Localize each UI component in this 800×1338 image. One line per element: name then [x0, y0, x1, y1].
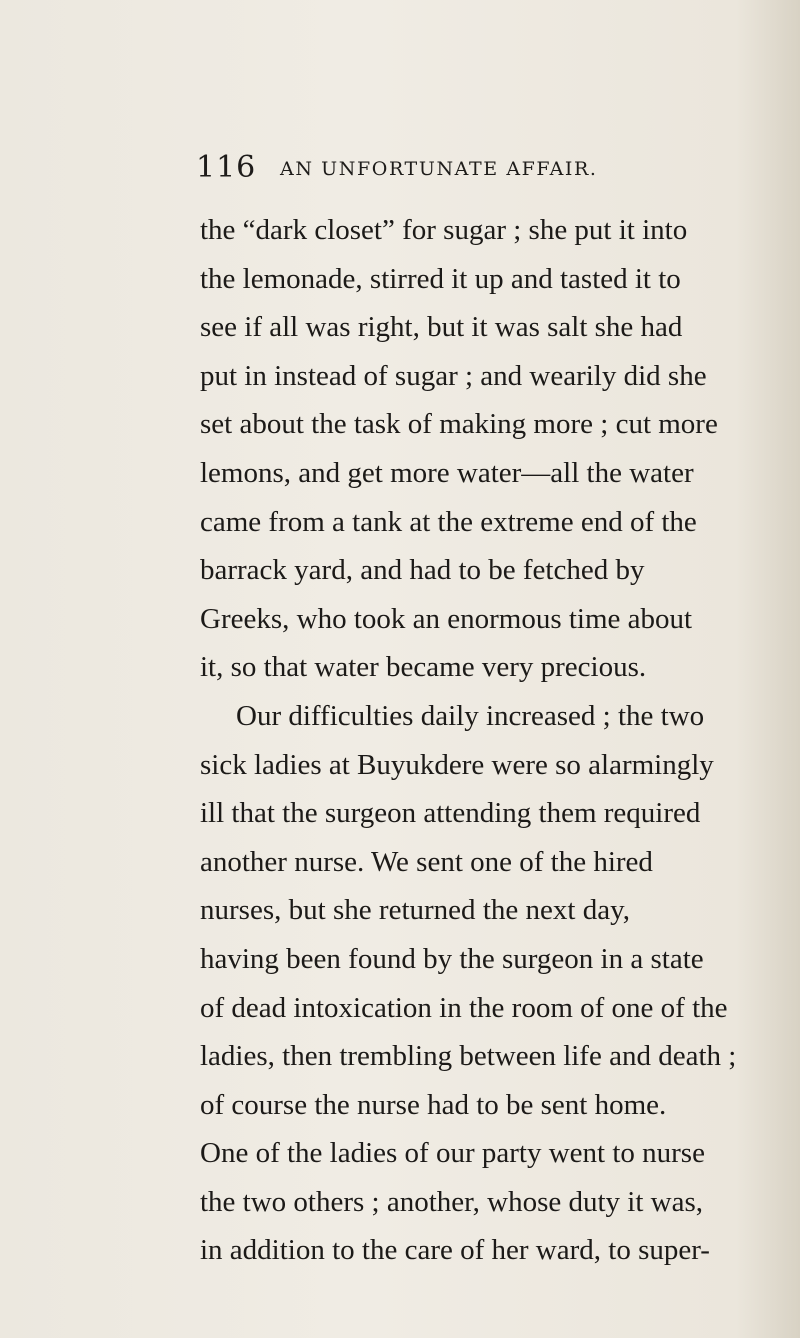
- text-line: put in instead of sugar ; and wearily did she: [200, 359, 707, 392]
- text-line: the “dark closet” for sugar ; she put it into: [200, 214, 688, 246]
- text-line: of course the nurse had to be sent home.: [200, 1088, 667, 1121]
- body-text: [200, 210, 737, 1279]
- text-line: Our difficulties daily increased ; the two: [236, 699, 705, 732]
- text-line: having been found by the surgeon in a state: [200, 942, 704, 975]
- text-line: the two others ; another, whose duty it was,: [200, 1185, 704, 1218]
- text-line: another nurse. We sent one of the hired: [200, 845, 653, 878]
- text-line: ladies, then trembling between life and death ;: [200, 1040, 737, 1073]
- text-line: Greeks, who took an enormous time about: [200, 602, 693, 635]
- page-header: [196, 148, 616, 188]
- text-line: ill that the surgeon attending them required: [200, 797, 701, 830]
- text-line: see if all was right, but it was salt she had: [200, 311, 683, 344]
- text-line: set about the task of making more ; cut more: [200, 408, 718, 441]
- text-line: sick ladies at Buyukdere were so alarmingly: [200, 748, 714, 781]
- text-line: it, so that water became very precious.: [200, 651, 647, 684]
- text-line: lemons, and get more water—all the water: [200, 456, 694, 489]
- text-line: the lemonade, stirred it up and tasted it to: [200, 262, 681, 295]
- text-line: of dead intoxication in the room of one of the: [200, 991, 728, 1024]
- text-line: came from a tank at the extreme end of the: [200, 505, 697, 538]
- text-line: One of the ladies of our party went to nurse: [200, 1137, 705, 1170]
- text-line: nurses, but she returned the next day,: [200, 894, 630, 927]
- text-line: barrack yard, and had to be fetched by: [200, 554, 645, 587]
- text-line: in addition to the care of her ward, to super-: [200, 1234, 710, 1267]
- running-head: AN UNFORTUNATE AFFAIR.: [280, 158, 598, 180]
- page-number: 116: [196, 150, 257, 185]
